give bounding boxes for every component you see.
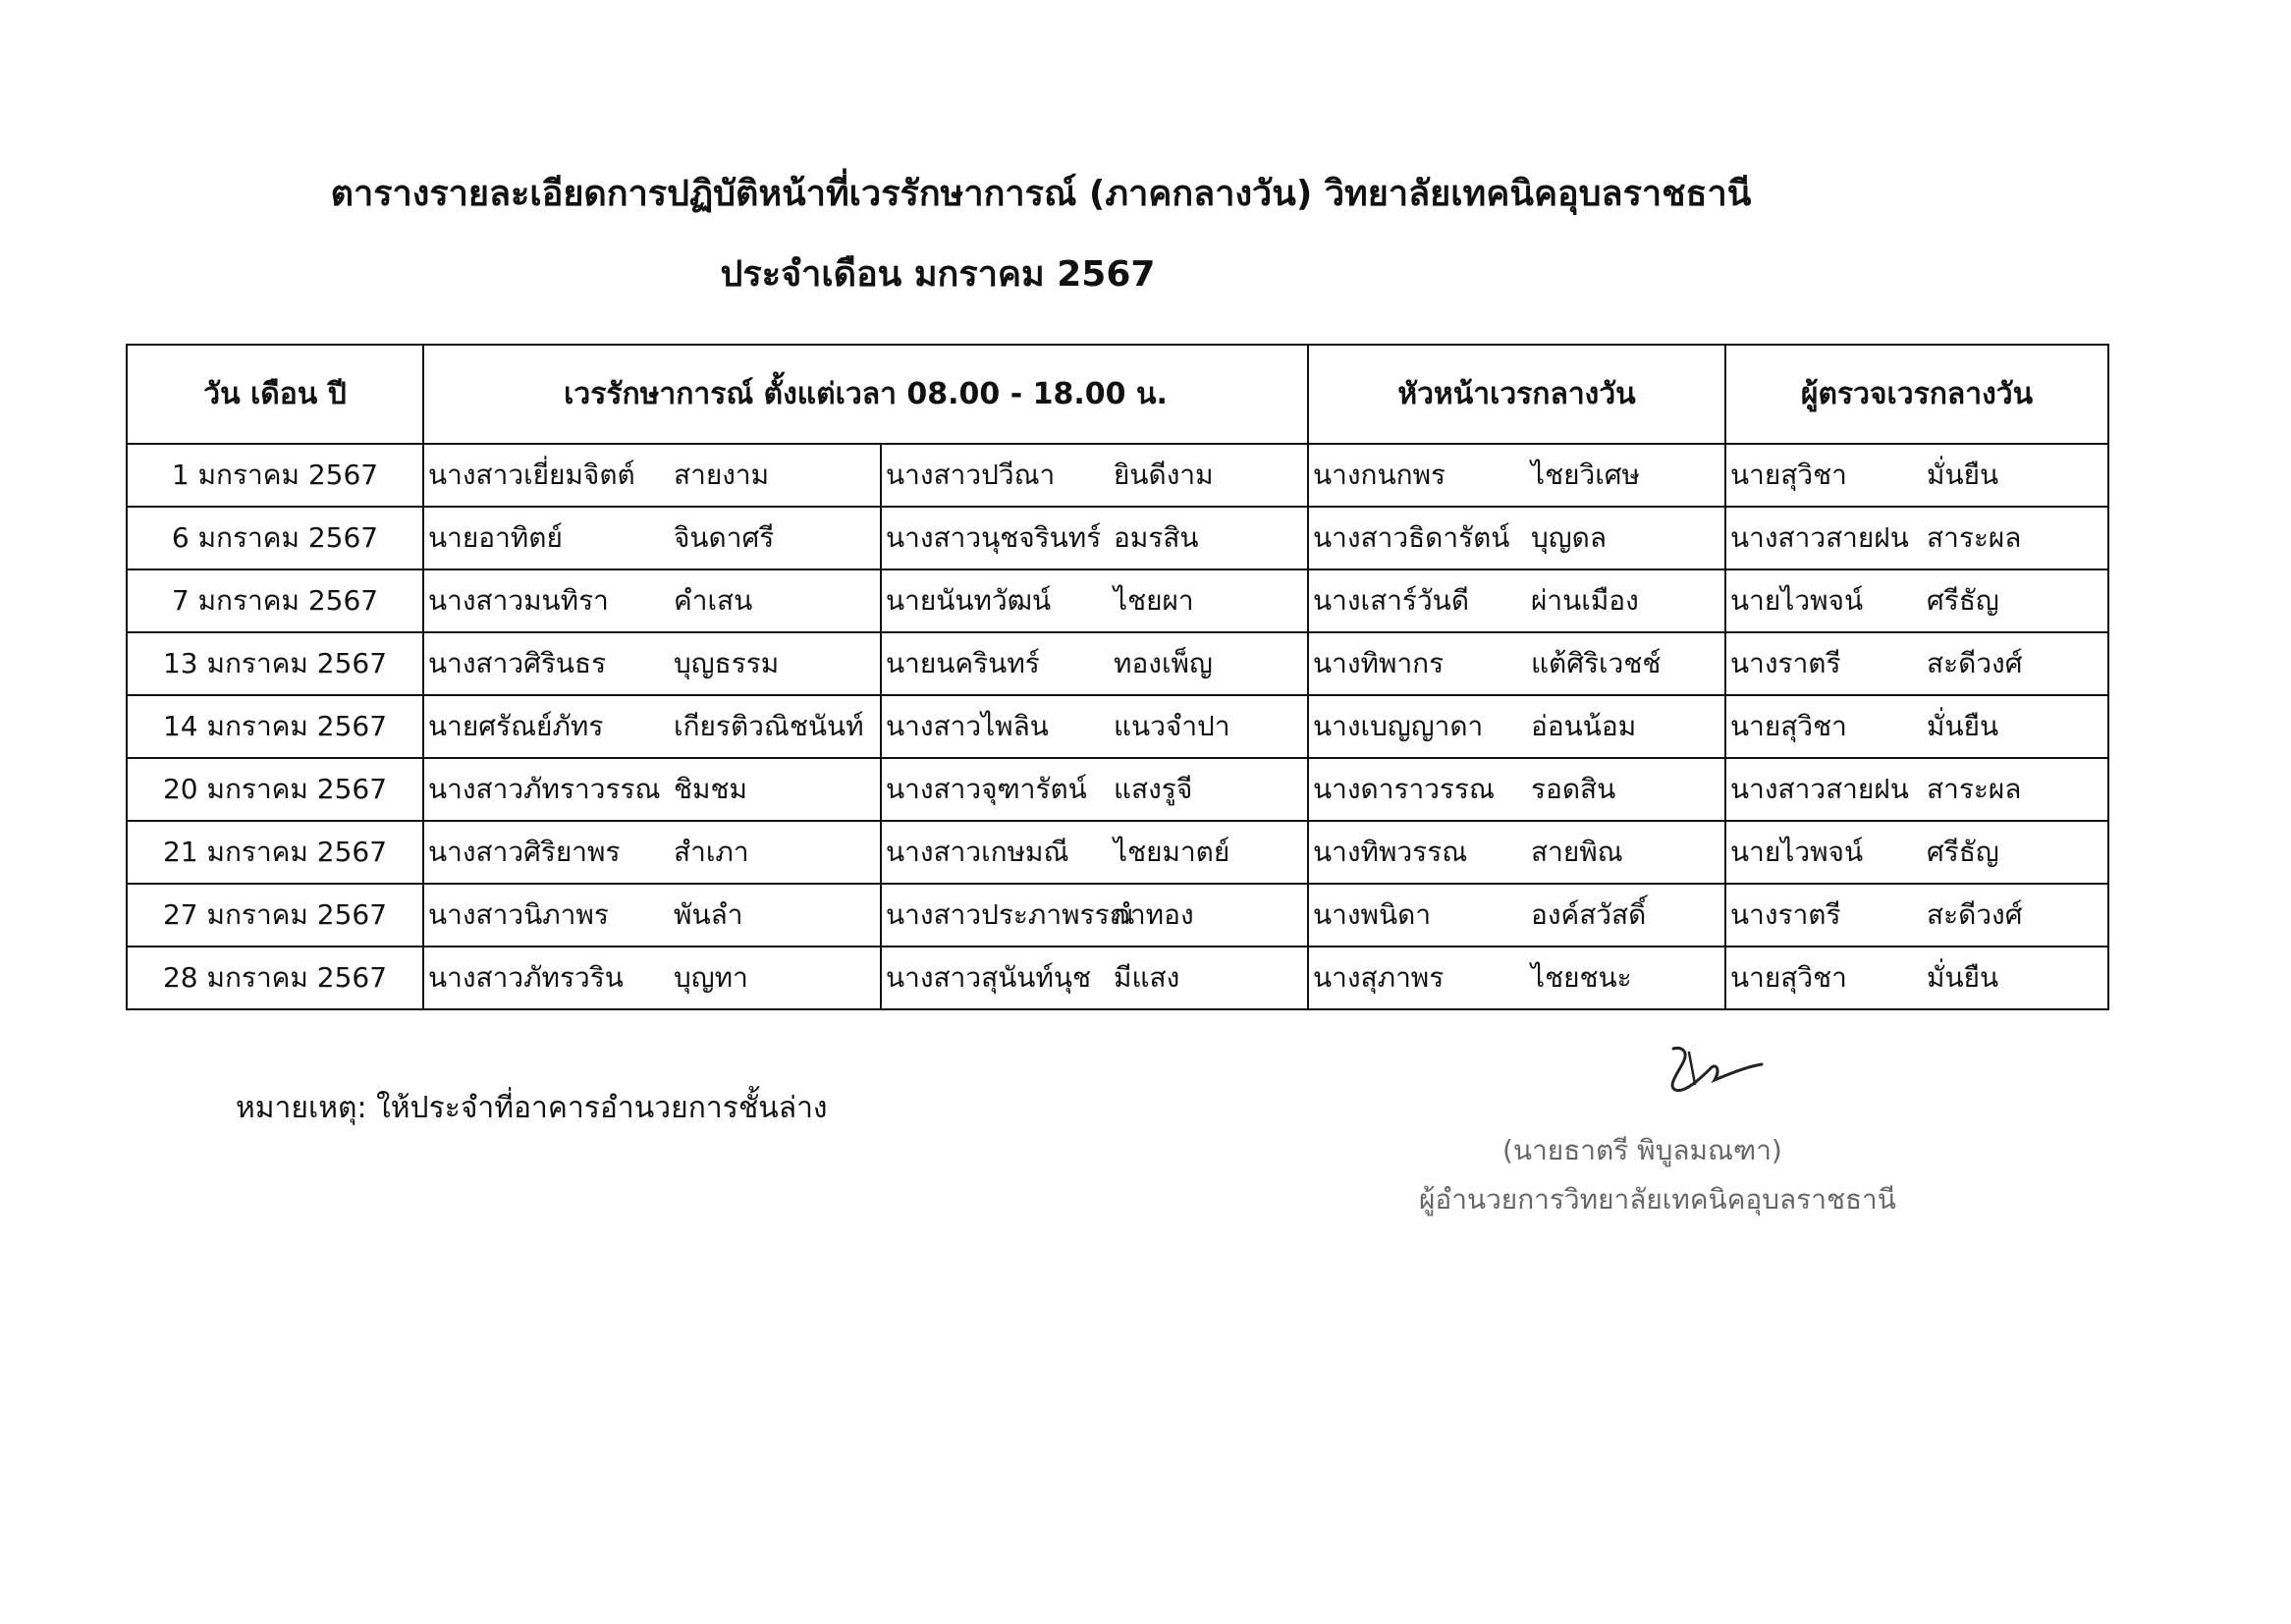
cell-inspector xyxy=(1725,884,2108,947)
first-name: นายไวพจน์ xyxy=(1730,584,1864,617)
cell-head xyxy=(1308,947,1725,1009)
signatory-position: ผู้อำนวยการวิทยาลัยเทคนิคอุบลราชธานี xyxy=(1419,1183,1896,1216)
cell-inspector xyxy=(1725,821,2108,884)
cell-guard-1 xyxy=(423,695,881,758)
last-name: อ่อนน้อม xyxy=(1531,710,1637,742)
first-name: นายนครินทร์ xyxy=(886,647,1040,679)
cell-guard-1 xyxy=(423,444,881,507)
remark-note: หมายเหตุ: ให้ประจำที่อาคารอำนวยการชั้นล่าง xyxy=(236,1091,828,1125)
last-name: กำทอง xyxy=(1114,898,1194,931)
last-name: สะดีวงศ์ xyxy=(1927,647,2023,679)
signature-mark xyxy=(1660,1041,1768,1100)
cell-date: 27 มกราคม 2567 xyxy=(127,884,423,947)
last-name: รอดสิน xyxy=(1531,773,1616,805)
last-name: พันลำ xyxy=(674,898,743,931)
last-name: มั่นยืน xyxy=(1927,459,1999,491)
first-name: นายสุวิชา xyxy=(1730,710,1847,742)
last-name: ยินดีงาม xyxy=(1114,459,1214,491)
last-name: สาระผล xyxy=(1927,521,2022,554)
header-head: หัวหน้าเวรกลางวัน xyxy=(1308,345,1725,444)
table-row xyxy=(127,444,2108,507)
cell-guard-1 xyxy=(423,821,881,884)
cell-head xyxy=(1308,569,1725,632)
cell-date: 13 มกราคม 2567 xyxy=(127,632,423,695)
cell-guard-1 xyxy=(423,947,881,1009)
cell-guard-2 xyxy=(881,507,1308,569)
cell-inspector xyxy=(1725,632,2108,695)
last-name: จินดาศรี xyxy=(674,521,775,554)
cell-guard-2 xyxy=(881,444,1308,507)
last-name: ไชยผา xyxy=(1114,584,1194,617)
first-name: นางราตรี xyxy=(1730,647,1841,679)
last-name: สายงาม xyxy=(674,459,770,491)
cell-inspector xyxy=(1725,695,2108,758)
table-row xyxy=(127,758,2108,821)
first-name: นางสาวปวีณา xyxy=(886,459,1056,491)
table-row xyxy=(127,821,2108,884)
first-name: นางราตรี xyxy=(1730,898,1841,931)
first-name: นางสาวไพลิน xyxy=(886,710,1049,742)
last-name: มั่นยืน xyxy=(1927,710,1999,742)
cell-date: 20 มกราคม 2567 xyxy=(127,758,423,821)
last-name: เกียรติวณิชนันท์ xyxy=(674,710,864,742)
last-name: สายพิณ xyxy=(1531,836,1623,868)
first-name: นางพนิดา xyxy=(1313,898,1432,931)
first-name: นายนันทวัฒน์ xyxy=(886,584,1052,617)
cell-head xyxy=(1308,695,1725,758)
first-name: นางสุภาพร xyxy=(1313,961,1445,994)
cell-inspector xyxy=(1725,569,2108,632)
cell-date: 21 มกราคม 2567 xyxy=(127,821,423,884)
duty-schedule-table xyxy=(126,344,2109,1010)
last-name: บุญธรรม xyxy=(674,647,780,679)
table-row xyxy=(127,507,2108,569)
cell-guard-2 xyxy=(881,884,1308,947)
first-name: นางสาวประภาพรรณ xyxy=(886,898,1135,931)
last-name: แต้ศิริเวชช์ xyxy=(1531,647,1662,679)
last-name: บุญดล xyxy=(1531,521,1607,554)
cell-guard-2 xyxy=(881,569,1308,632)
last-name: องค์สวัสดิ์ xyxy=(1531,898,1647,931)
cell-head xyxy=(1308,758,1725,821)
first-name: นางสาวศิรินธร xyxy=(428,647,607,679)
cell-guard-1 xyxy=(423,507,881,569)
last-name: สะดีวงศ์ xyxy=(1927,898,2023,931)
page-title: ตารางรายละเอียดการปฏิบัติหน้าที่เวรรักษาการณ์ (ภาคกลางวัน) วิทยาลัยเทคนิคอุบลราชธานี xyxy=(330,174,1752,214)
first-name: นางทิพวรรณ xyxy=(1313,836,1468,868)
cell-inspector xyxy=(1725,947,2108,1009)
cell-guard-1 xyxy=(423,632,881,695)
cell-head xyxy=(1308,632,1725,695)
last-name: ชิมชม xyxy=(674,773,747,805)
first-name: นางสาวธิดารัตน์ xyxy=(1313,521,1510,554)
table-row xyxy=(127,569,2108,632)
first-name: นายศรัณย์ภัทร xyxy=(428,710,604,742)
first-name: นางสาวมนทิรา xyxy=(428,584,609,617)
first-name: นายสุวิชา xyxy=(1730,459,1847,491)
last-name: บุญทา xyxy=(674,961,748,994)
last-name: อมรสิน xyxy=(1114,521,1199,554)
table-row xyxy=(127,947,2108,1009)
last-name: ไชยมาตย์ xyxy=(1114,836,1230,868)
cell-date: 28 มกราคม 2567 xyxy=(127,947,423,1009)
first-name: นายไวพจน์ xyxy=(1730,836,1864,868)
first-name: นางสาวสายฝน xyxy=(1730,521,1909,554)
last-name: สำเภา xyxy=(674,836,749,868)
cell-guard-1 xyxy=(423,884,881,947)
last-name: สาระผล xyxy=(1927,773,2022,805)
last-name: ศรีธัญ xyxy=(1927,836,1999,868)
cell-guard-2 xyxy=(881,947,1308,1009)
cell-date: 1 มกราคม 2567 xyxy=(127,444,423,507)
page-subtitle: ประจำเดือน มกราคม 2567 xyxy=(720,254,1156,295)
first-name: นางเสาร์วันดี xyxy=(1313,584,1470,617)
cell-guard-2 xyxy=(881,758,1308,821)
first-name: นางสาวจุฑารัตน์ xyxy=(886,773,1087,805)
cell-guard-2 xyxy=(881,695,1308,758)
table-row xyxy=(127,632,2108,695)
table-row xyxy=(127,884,2108,947)
first-name: นางเบญญาดา xyxy=(1313,710,1484,742)
first-name: นางสาวนุชจรินทร์ xyxy=(886,521,1102,554)
last-name: มั่นยืน xyxy=(1927,961,1999,994)
first-name: นายสุวิชา xyxy=(1730,961,1847,994)
cell-guard-2 xyxy=(881,632,1308,695)
last-name: มีแสง xyxy=(1114,961,1180,994)
last-name: คำเสน xyxy=(674,584,753,617)
table-header-row xyxy=(127,345,2108,444)
first-name: นางสาวเยี่ยมจิตต์ xyxy=(428,459,635,491)
first-name: นางสาวสายฝน xyxy=(1730,773,1909,805)
cell-date: 14 มกราคม 2567 xyxy=(127,695,423,758)
last-name: แนวจำปา xyxy=(1114,710,1230,742)
last-name: ไชยชนะ xyxy=(1531,961,1632,994)
cell-head xyxy=(1308,444,1725,507)
cell-date: 7 มกราคม 2567 xyxy=(127,569,423,632)
cell-head xyxy=(1308,821,1725,884)
cell-guard-1 xyxy=(423,569,881,632)
signatory-name: (นายธาตรี พิบูลมณฑา) xyxy=(1502,1134,1782,1166)
first-name: นางสาวสุนันท์นุช xyxy=(886,961,1092,994)
first-name: นายอาทิตย์ xyxy=(428,521,563,554)
first-name: นางสาวภัทราวรรณ xyxy=(428,773,661,805)
cell-inspector xyxy=(1725,444,2108,507)
first-name: นางกนกพร xyxy=(1313,459,1446,491)
header-guard: เวรรักษาการณ์ ตั้งแต่เวลา 08.00 - 18.00 น. xyxy=(423,345,1308,444)
cell-inspector xyxy=(1725,758,2108,821)
first-name: นางสาวภัทรวริน xyxy=(428,961,624,994)
cell-head xyxy=(1308,884,1725,947)
first-name: นางทิพากร xyxy=(1313,647,1445,679)
cell-inspector xyxy=(1725,507,2108,569)
header-date: วัน เดือน ปี xyxy=(127,345,423,444)
first-name: นางสาวนิภาพร xyxy=(428,898,609,931)
last-name: ผ่านเมือง xyxy=(1531,584,1639,617)
table-row xyxy=(127,695,2108,758)
header-inspector: ผู้ตรวจเวรกลางวัน xyxy=(1725,345,2108,444)
cell-date: 6 มกราคม 2567 xyxy=(127,507,423,569)
first-name: นางดาราวรรณ xyxy=(1313,773,1495,805)
last-name: แสงรูจี xyxy=(1114,773,1193,805)
cell-guard-2 xyxy=(881,821,1308,884)
last-name: ทองเพ็ญ xyxy=(1114,647,1213,679)
cell-head xyxy=(1308,507,1725,569)
last-name: ไชยวิเศษ xyxy=(1531,459,1641,491)
cell-guard-1 xyxy=(423,758,881,821)
last-name: ศรีธัญ xyxy=(1927,584,1999,617)
first-name: นางสาวเกษมณี xyxy=(886,836,1069,868)
first-name: นางสาวศิริยาพร xyxy=(428,836,621,868)
